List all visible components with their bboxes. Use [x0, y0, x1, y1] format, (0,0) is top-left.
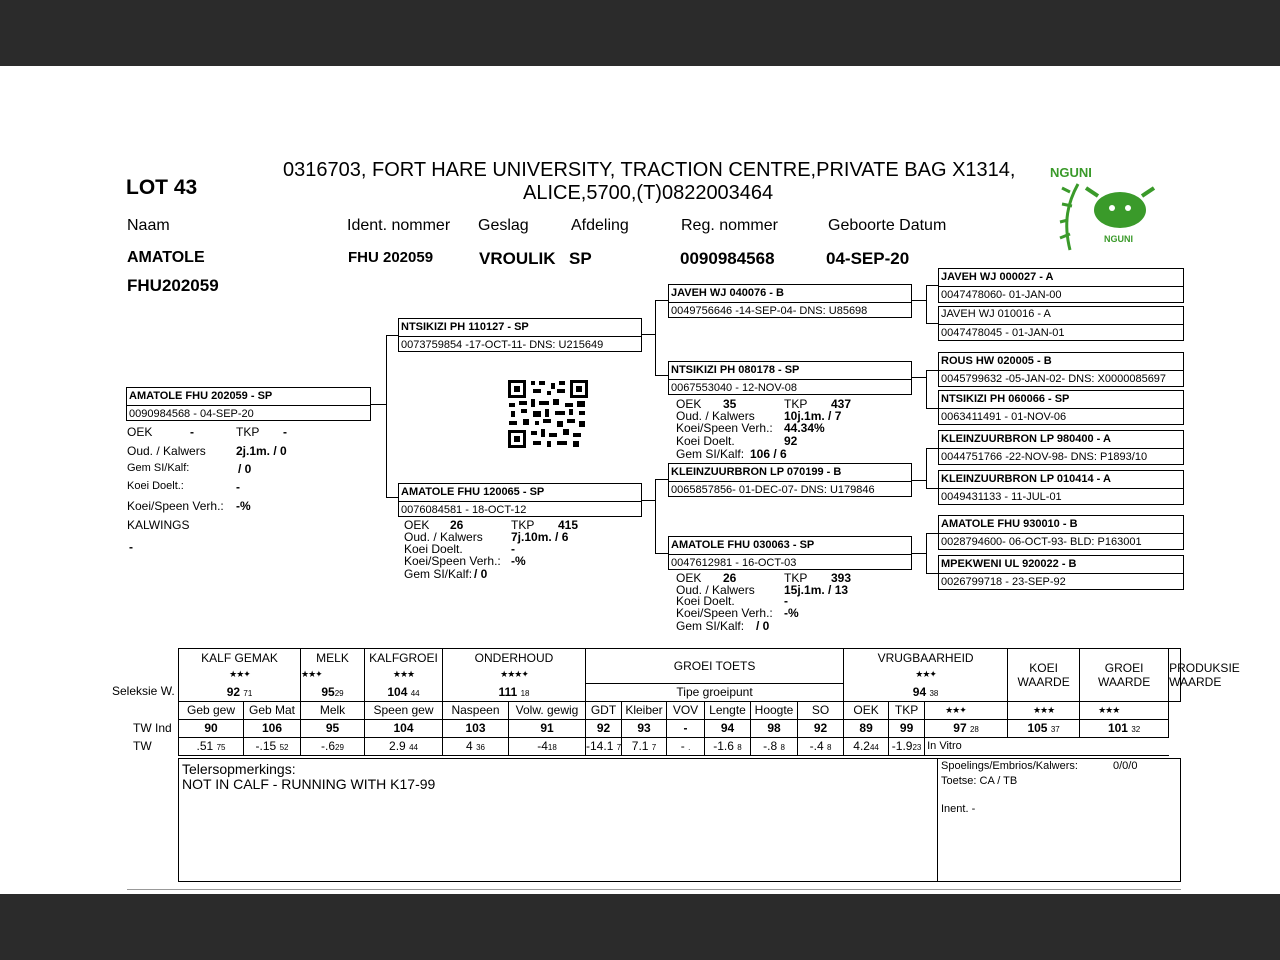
value-naam-2: FHU202059 [127, 276, 219, 295]
gp-sd-doelt-label: Koei Doelt. [676, 434, 735, 448]
twind-cell: - [667, 719, 705, 737]
connector [655, 479, 668, 480]
gp-dd-speen-label: Koei/Speen Verh.: [676, 606, 773, 620]
tw-cell: 4 36 [443, 737, 509, 755]
seleksie-onderhoud: 111 18 [443, 683, 586, 701]
divider [939, 408, 1183, 409]
divider [399, 336, 641, 337]
dam-reg: 0076084581 - 18-OCT-12 [401, 504, 527, 516]
ggp-box [938, 555, 1184, 590]
connector [926, 533, 927, 573]
subject-box [126, 387, 371, 421]
ggp-title: KLEINZUURBRON LP 980400 - A [941, 433, 1111, 445]
seleksie-melk: 9529 [301, 683, 365, 701]
group-koei-waarde: KOEI WAARDE [1008, 649, 1080, 702]
ggp-reg: 0049431133 - 11-JUL-01 [941, 491, 1062, 503]
group-vrugbaarheid: VRUGBAARHEID [844, 649, 1008, 667]
seleksie-vrugbaarheid: 94 38 [844, 683, 1008, 701]
gp-sd-tkp-label: TKP [784, 397, 808, 411]
divider [939, 533, 1183, 534]
divider [127, 405, 370, 406]
gp-dd-doelt-label: Koei Doelt. [676, 594, 735, 608]
tw-cell: -1.6 8 [705, 737, 751, 755]
sire-box [398, 318, 642, 352]
gp-dd-oek-label: OEK [676, 571, 702, 585]
col-header: SO [798, 701, 844, 719]
label-reg: Reg. nommer [681, 217, 778, 234]
twind-cell: 104 [365, 719, 443, 737]
gp-reg: 0065857856- 01-DEC-07- DNS: U179846 [671, 484, 875, 496]
sire-reg: 0073759854 -17-OCT-11- DNS: U215649 [401, 339, 604, 351]
col-header: Kleiber [622, 701, 667, 719]
group-groei-waarde: GROEI WAARDE [1080, 649, 1169, 702]
gp-dd-oek: 26 [723, 571, 737, 585]
ggp-box [938, 430, 1184, 465]
stars-melk: ★★✦ [301, 666, 365, 683]
tw-cell: - . [667, 737, 705, 755]
stars-kalf-gemak: ★★✦ [179, 666, 301, 683]
stars-groei: ★★★ [1008, 701, 1080, 719]
tw-cell: .51 75 [179, 737, 244, 755]
owner-line-1: 0316703, FORT HARE UNIVERSITY, TRACTION CENTRE,PRIVATE BAG X1314, [283, 159, 1016, 181]
divider [669, 302, 911, 303]
col-header: Volw. gewig [509, 701, 586, 719]
gp-dd-speen: -% [784, 606, 799, 620]
group-kalf-gemak: KALF GEMAK [179, 649, 301, 667]
divider [669, 554, 911, 555]
col-header: Naspeen [443, 701, 509, 719]
gp-dd-gem: / 0 [756, 619, 770, 633]
stars-produksie: ★★★ [1080, 701, 1169, 719]
ggp-title: AMATOLE FHU 930010 - B [941, 518, 1078, 530]
ggp-box [938, 515, 1184, 550]
tw-cell: -.4 8 [798, 737, 844, 755]
dam-title: AMATOLE FHU 120065 - SP [401, 486, 545, 498]
twind-cell: 90 [179, 719, 244, 737]
twind-cell: 91 [509, 719, 586, 737]
gp-sd-gem-label: Gem SI/Kalf: [676, 447, 745, 461]
connector [655, 375, 668, 376]
dam-box [398, 483, 642, 517]
divider [939, 573, 1183, 574]
spoelings-label: Spoelings/Embrios/Kalwers: [941, 760, 1078, 772]
tw-cell: -14.1 7 [586, 739, 622, 753]
col-header: GDT [586, 701, 622, 719]
col-header: Geb Mat [244, 701, 301, 719]
connector [911, 553, 927, 554]
twind-cell: 95 [301, 719, 365, 737]
col-header: TKP [889, 701, 925, 719]
subject-kalwings: - [129, 540, 133, 554]
connector [641, 334, 656, 335]
gp-dd-oud: 15j.1m. / 13 [784, 583, 849, 597]
gp-dd-oud-label: Oud. / Kalwers [676, 583, 755, 597]
gp-sd-oek: 35 [723, 397, 737, 411]
ggp-title: JAVEH WJ 000027 - A [941, 271, 1054, 283]
qr-code [507, 379, 589, 449]
subject-oud: 2j.1m. / 0 [236, 444, 287, 458]
dam-oud-label: Oud. / Kalwers [404, 530, 483, 544]
twind-cell: 103 [443, 719, 509, 737]
col-header: Geb gew [179, 701, 244, 719]
dam-gem-label: Gem SI/Kalf: [404, 567, 473, 581]
connector [926, 370, 927, 408]
tw-cell: 7.1 7 [622, 737, 667, 755]
group-produksie-waarde: PRODUKSIE WAARDE [1169, 649, 1181, 702]
stars-onderhoud: ★★★✦ [443, 666, 586, 683]
connector [641, 500, 656, 501]
lot-number: LOT 43 [126, 176, 198, 199]
row-label-tw: TW [133, 739, 152, 753]
ggp-reg: 0028794600- 06-OCT-93- BLD: P163001 [941, 536, 1142, 548]
dam-gem: / 0 [474, 567, 488, 581]
tw-cell: 4.244 [844, 737, 889, 755]
remarks-box [178, 758, 1181, 882]
bottom-bar [0, 894, 1280, 960]
gp-title: JAVEH WJ 040076 - B [671, 287, 784, 299]
tw-cell: -.629 [301, 737, 365, 755]
gp-sd-oek-label: OEK [676, 397, 702, 411]
gp-reg: 0047612981 - 16-OCT-03 [671, 557, 797, 569]
dam-oek-label: OEK [404, 518, 430, 532]
gp-title: AMATOLE FHU 030063 - SP [671, 539, 815, 551]
gp-sd-doelt: 92 [784, 434, 798, 448]
ggp-box [938, 268, 1184, 303]
gp-title: NTSIKIZI PH 080178 - SP [671, 364, 800, 376]
tw-cell: -.8 8 [751, 737, 798, 755]
value-geboorte: 04-SEP-20 [826, 249, 910, 268]
subject-reg: 0090984568 - 04-SEP-20 [129, 408, 254, 420]
ggp-box [938, 470, 1184, 505]
remarks-text: NOT IN CALF - RUNNING WITH K17-99 [182, 776, 436, 792]
dam-oek: 26 [450, 518, 464, 532]
subject-doelt: - [236, 480, 240, 494]
col-header: Speen gew [365, 701, 443, 719]
dam-speen-label: Koei/Speen Verh.: [404, 554, 501, 568]
gp-sd-speen: 44.34% [784, 421, 825, 435]
group-onderhoud: ONDERHOUD [443, 649, 586, 667]
dam-oud: 7j.10m. / 6 [511, 530, 569, 544]
label-geslag: Geslag [478, 217, 529, 234]
ggp-title: JAVEH WJ 010016 - A [941, 308, 1051, 320]
subject-doelt-label: Koei Doelt.: [127, 480, 184, 492]
gp-dd-tkp: 393 [831, 571, 852, 585]
tw-cell: -418 [509, 737, 586, 755]
twind-cell: 106 [244, 719, 301, 737]
connector [926, 448, 927, 488]
ggp-reg: 0063411491 - 01-NOV-06 [941, 411, 1067, 423]
row-label-twind: TW Ind [133, 721, 172, 735]
value-afdeling: SP [569, 249, 592, 268]
sire-title: NTSIKIZI PH 110127 - SP [401, 321, 529, 333]
connector [371, 404, 387, 405]
inent: Inent. - [941, 803, 976, 815]
dam-tkp-label: TKP [511, 518, 535, 532]
row-label-seleksie: Seleksie W. [112, 684, 175, 698]
ggp-title: ROUS HW 020005 - B [941, 355, 1052, 367]
col-header: Hoogte [751, 701, 798, 719]
connector [655, 553, 668, 554]
twind-cell: 98 [751, 719, 798, 737]
stars-koei: ★★✦ [925, 701, 1008, 719]
col-header: Melk [301, 701, 365, 719]
ggp-box [938, 390, 1184, 425]
gp-box-sd [668, 361, 912, 395]
connector [386, 335, 387, 497]
twind-groei: 105 37 [1008, 719, 1080, 737]
nguni-logo: NGUNI NGUNI [1048, 162, 1174, 260]
gp-dd-doelt: - [784, 594, 788, 608]
twind-cell: 89 [844, 719, 889, 737]
divider [939, 370, 1183, 371]
group-melk: MELK [301, 649, 365, 667]
ggp-reg: 0047478060- 01-JAN-00 [941, 289, 1062, 301]
ggp-title: KLEINZUURBRON LP 010414 - A [941, 473, 1111, 485]
dam-speen: -% [511, 554, 526, 568]
value-naam: AMATOLE [127, 249, 205, 266]
divider [937, 759, 938, 881]
seleksie-kalf-gemak: 92 71 [179, 683, 301, 701]
twind-cell: 93 [622, 719, 667, 737]
remarks-label: Telersopmerkings: [182, 761, 296, 777]
value-reg: 0090984568 [680, 249, 775, 268]
ggp-box [938, 306, 1184, 341]
ggp-reg: 0044751766 -22-NOV-98- DNS: P1893/10 [941, 451, 1148, 463]
ggp-reg: 0045799632 -05-JAN-02- DNS: X0000085697 [941, 373, 1167, 385]
subject-title: AMATOLE FHU 202059 - SP [129, 390, 273, 402]
gp-dd-gem-label: Gem SI/Kalf: [676, 619, 745, 633]
value-geslag: VROULIK [479, 249, 556, 268]
ggp-title: MPEKWENI UL 920022 - B [941, 558, 1077, 570]
toetse: Toetse: CA / TB [941, 775, 1018, 787]
twind-koei: 97 28 [925, 719, 1008, 737]
dam-tkp: 415 [558, 518, 579, 532]
connector [655, 300, 656, 375]
subject-gem-label: Gem SI/Kalf: [127, 462, 190, 474]
divider [939, 488, 1183, 489]
ggp-reg: 0047478045 - 01-JAN-01 [941, 327, 1065, 339]
subject-tkp-label: TKP [236, 425, 260, 439]
gp-box-dd [668, 536, 912, 570]
divider [939, 324, 1183, 325]
spoelings-value: 0/0/0 [1113, 760, 1138, 772]
ggp-reg: 0026799718 - 23-SEP-92 [941, 576, 1066, 588]
stars-kalfgroei: ★★★ [365, 666, 443, 683]
connector [926, 285, 927, 323]
ggp-title: NTSIKIZI PH 060066 - SP [941, 393, 1070, 405]
subject-kalwings-label: KALWINGS [127, 518, 190, 532]
tw-cell: 2.9 44 [365, 737, 443, 755]
gp-sd-gem: 106 / 6 [750, 447, 787, 461]
dam-doelt: - [511, 542, 515, 556]
gp-box-ds [668, 463, 912, 497]
group-kalfgroei: KALFGROEI [365, 649, 443, 667]
label-ident: Ident. nommer [347, 217, 451, 234]
twind-produksie: 101 32 [1080, 719, 1169, 737]
divider [669, 379, 911, 380]
divider [669, 481, 911, 482]
gp-reg: 0067553040 - 12-NOV-08 [671, 382, 797, 394]
in-vitro: In Vitro [925, 737, 1169, 755]
subject-speen-label: Koei/Speen Verh.: [127, 499, 224, 513]
subject-speen: -% [236, 499, 251, 513]
col-header: VOV [667, 701, 705, 719]
gp-sd-oud-label: Oud. / Kalwers [676, 409, 755, 423]
seleksie-kalfgroei: 104 44 [365, 683, 443, 701]
connector [655, 300, 668, 301]
stars-vrugbaarheid: ★★✦ [844, 666, 1008, 683]
col-header: OEK [844, 701, 889, 719]
divider [399, 501, 641, 502]
label-naam: Naam [127, 217, 170, 234]
twind-cell: 92 [798, 719, 844, 737]
twind-cell: 92 [586, 719, 622, 737]
dam-doelt-label: Koei Doelt. [404, 542, 463, 556]
subject-oud-label: Oud. / Kalwers [127, 444, 206, 458]
gp-title: KLEINZUURBRON LP 070199 - B [671, 466, 842, 478]
subject-gem: / 0 [238, 462, 252, 476]
divider [939, 286, 1183, 287]
subject-oek: - [190, 425, 194, 439]
bull-leaf-icon [1048, 162, 1174, 260]
connector [911, 480, 927, 481]
col-header: Lengte [705, 701, 751, 719]
subject-oek-label: OEK [127, 425, 153, 439]
group-groei-toets: GROEI TOETS [586, 649, 844, 684]
footer-rule [127, 889, 1181, 890]
gp-sd-tkp: 437 [831, 397, 852, 411]
tw-cell: -1.923 [889, 737, 925, 755]
connector [655, 479, 656, 553]
label-afdeling: Afdeling [571, 217, 629, 234]
gp-sd-oud: 10j.1m. / 7 [784, 409, 842, 423]
connector [911, 300, 927, 301]
gp-box-ss [668, 284, 912, 318]
tw-cell: -.15 52 [244, 737, 301, 755]
gp-sd-speen-label: Koei/Speen Verh.: [676, 421, 773, 435]
tipe-groeipunt: Tipe groeipunt [586, 683, 844, 701]
gp-dd-tkp-label: TKP [784, 571, 808, 585]
divider [939, 448, 1183, 449]
ggp-box [938, 352, 1184, 387]
gp-reg: 0049756646 -14-SEP-04- DNS: U85698 [671, 305, 868, 317]
twind-cell: 99 [889, 719, 925, 737]
twind-cell: 94 [705, 719, 751, 737]
owner-line-2: ALICE,5700,(T)0822003464 [523, 182, 774, 204]
label-geboorte: Geboorte Datum [828, 217, 947, 234]
connector [911, 377, 927, 378]
value-ident: FHU 202059 [348, 249, 434, 266]
top-bar [0, 0, 1280, 66]
performance-table [178, 648, 1240, 756]
subject-tkp: - [283, 425, 287, 439]
